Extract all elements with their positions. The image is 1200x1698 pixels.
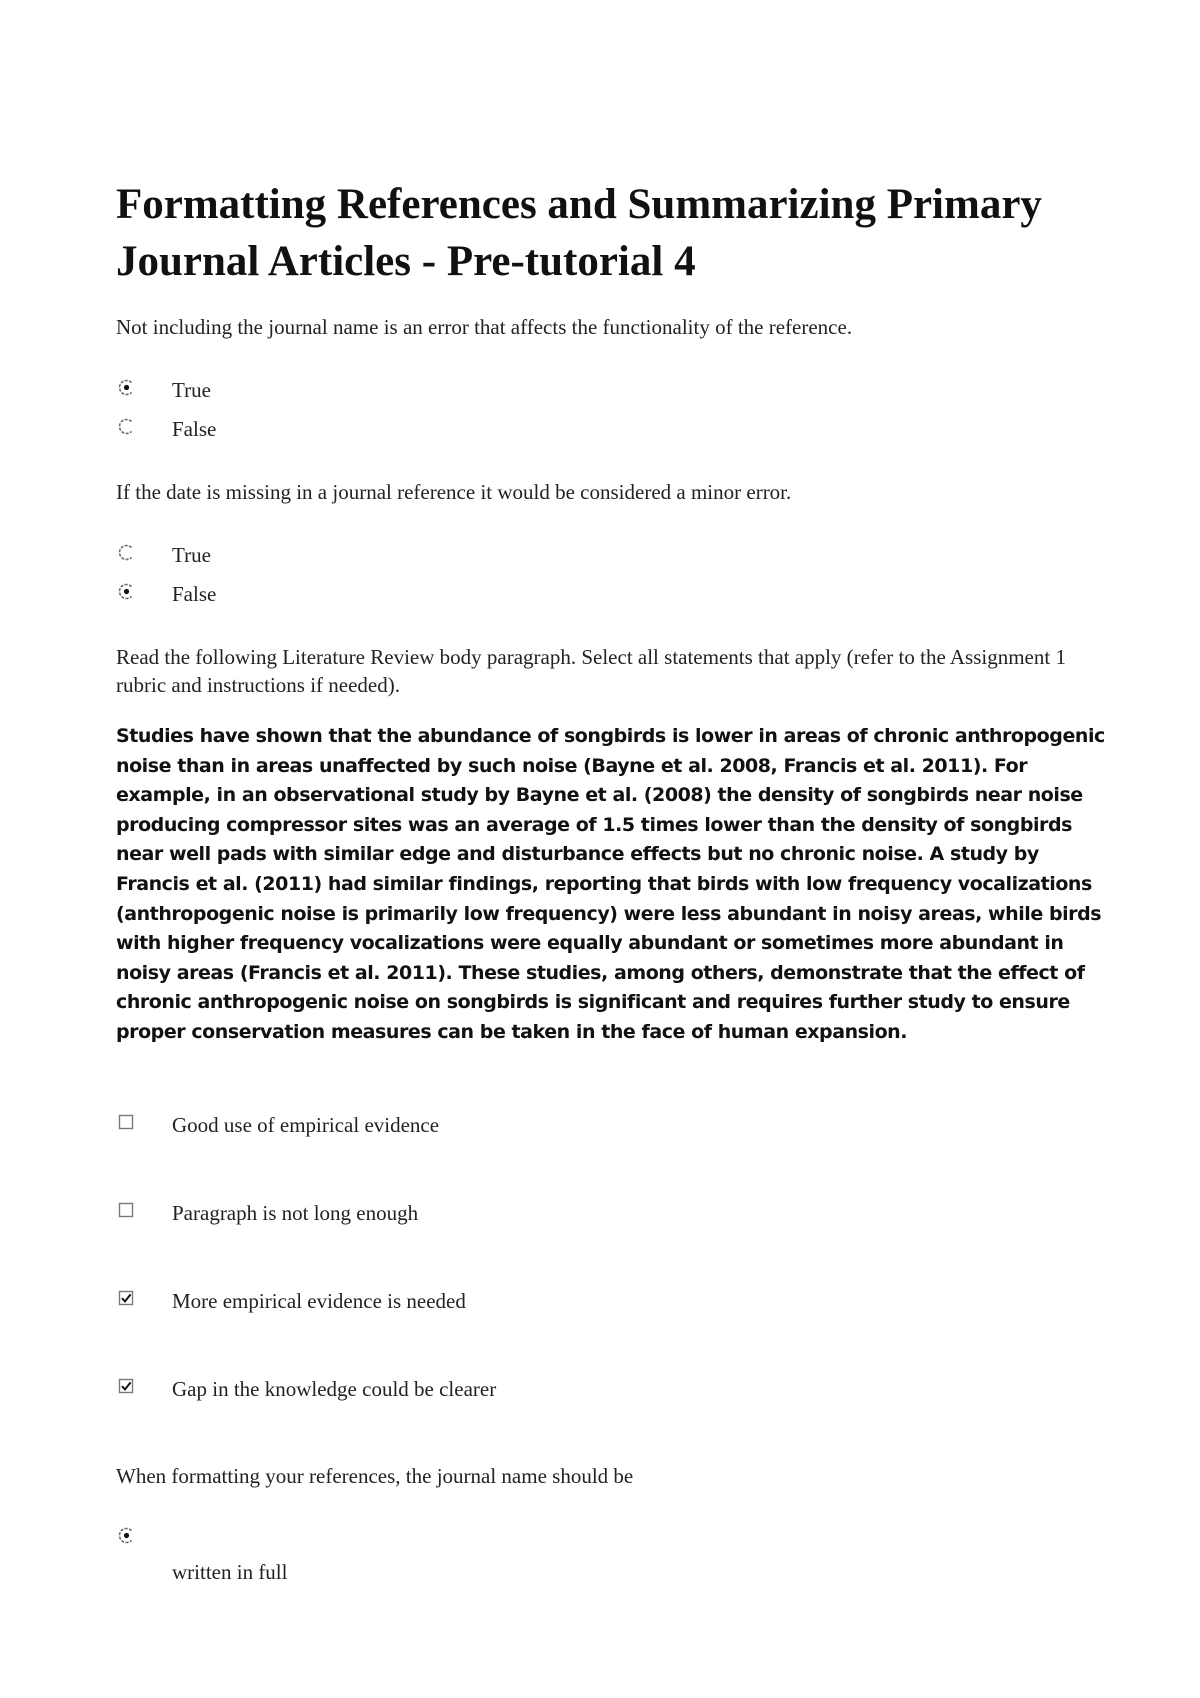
q1-option-false[interactable] — [116, 415, 916, 445]
radio-selected-icon[interactable] — [118, 379, 135, 396]
checkbox-unchecked-icon[interactable] — [118, 1114, 135, 1131]
question-4-text: When formatting your references, the journal name should be — [116, 1464, 634, 1488]
checkbox-checked-icon[interactable] — [118, 1290, 135, 1307]
q2-option-true[interactable] — [116, 541, 916, 571]
q1-option-true-label: True — [172, 378, 211, 402]
literature-review-paragraph: Studies have shown that the abundance of songbirds is lower in areas of chronic anthropogenic noise than in areas unaffected by such noise (Bayne et al. 2008, Francis et al. 2011). For example, in an observational study by Bayne et al. (2008) the density of songbirds near noise producing compressor sites was an average of 1.5 times lower than the density of songbirds near well pads with similar edge and disturbance effects but no chronic noise. A study by Francis et al. (2011) had similar findings, reporting that birds with low frequency vocalizations (anthropogenic noise is primarily low frequency) were less abundant in noisy areas, while birds with higher frequency vocalizations were equally abundant or sometimes more abundant in noisy areas (Francis et al. 2011). These studies, among others, demonstrate that the effect of chronic anthropogenic noise on songbirds is significant and requires further study to ensure proper conservation measures can be taken in the face of human expansion. — [116, 725, 1105, 1043]
q3-option-good-evidence[interactable] — [116, 1111, 916, 1141]
q3-option-gap-clearer[interactable] — [116, 1375, 916, 1405]
question-3-text: Read the following Literature Review body paragraph. Select all statements that apply (refer to the Assignment 1 rubric and instructions if needed). — [116, 645, 1066, 697]
q3-option-2-label: Paragraph is not long enough — [172, 1201, 419, 1225]
radio-selected-icon[interactable] — [118, 1527, 135, 1544]
q4-option-written-in-full[interactable] — [116, 1524, 916, 1594]
q3-option-4-label: Gap in the knowledge could be clearer — [172, 1377, 497, 1401]
q3-option-more-evidence[interactable] — [116, 1287, 916, 1317]
q1-option-false-label: False — [172, 417, 217, 441]
q2-option-false-label: False — [172, 582, 217, 606]
question-1-text: Not including the journal name is an error that affects the functionality of the reference. — [116, 315, 853, 339]
q2-option-true-label: True — [172, 543, 211, 567]
q1-option-true[interactable] — [116, 376, 916, 406]
checkbox-checked-icon[interactable] — [118, 1378, 135, 1395]
checkbox-unchecked-icon[interactable] — [118, 1202, 135, 1219]
page-title: Formatting References and Summarizing Primary Journal Articles - Pre-tutorial 4 — [116, 181, 1042, 285]
q3-option-3-label: More empirical evidence is needed — [172, 1289, 466, 1313]
radio-selected-icon[interactable] — [118, 583, 135, 600]
radio-unselected-icon[interactable] — [118, 544, 135, 561]
q3-option-not-long-enough[interactable] — [116, 1199, 916, 1229]
q3-option-1-label: Good use of empirical evidence — [172, 1113, 440, 1137]
q4-option-1-label: written in full — [172, 1560, 288, 1584]
question-2-text: If the date is missing in a journal reference it would be considered a minor error. — [116, 480, 792, 504]
radio-unselected-icon[interactable] — [118, 418, 135, 435]
q2-option-false[interactable] — [116, 580, 916, 610]
